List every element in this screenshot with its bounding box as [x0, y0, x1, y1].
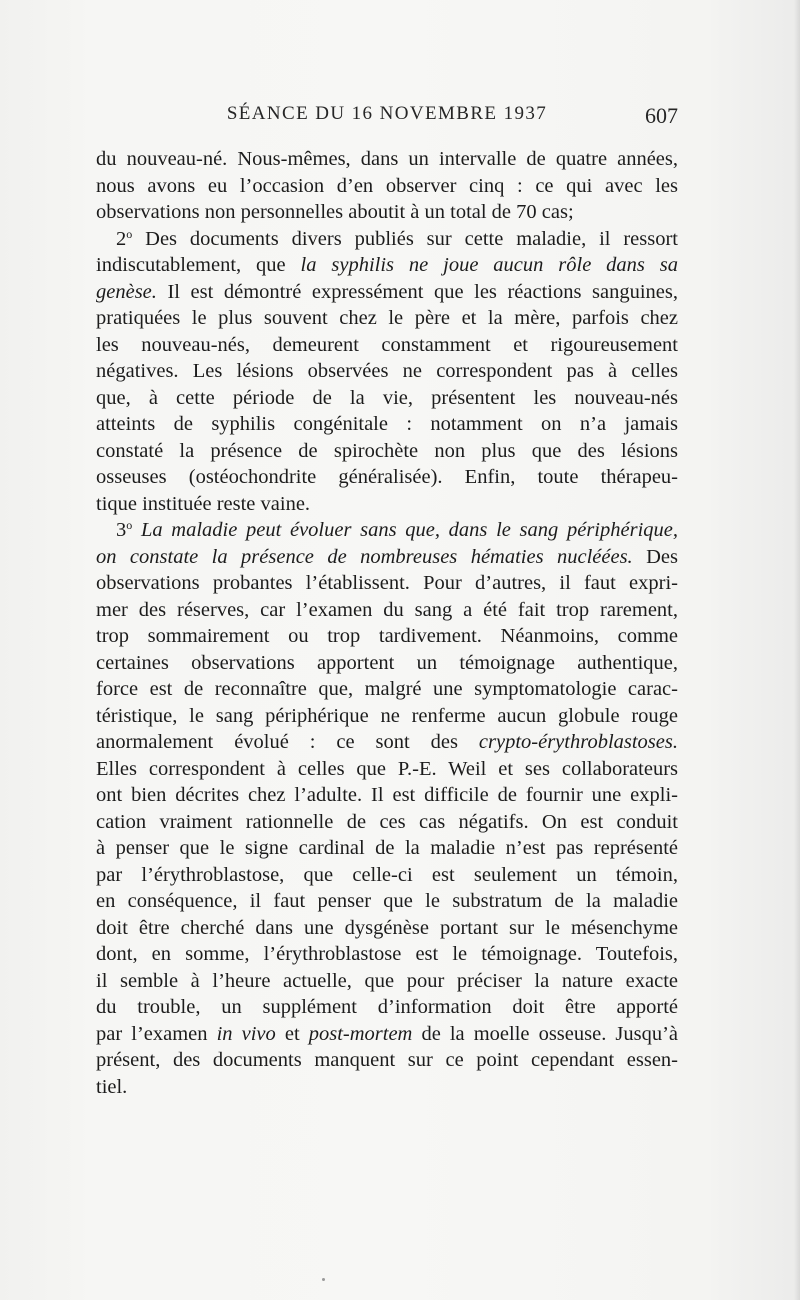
text-line: certaines observations apportent un témoignage authentique,	[96, 651, 678, 674]
text-line: observations non personnelles aboutit à un total de 70 cas;	[96, 201, 574, 223]
text-line: tiel.	[96, 1075, 128, 1098]
text-line: trop sommairement ou trop tardivement. Néanmoins, comme	[96, 625, 678, 647]
page-edge-shadow	[794, 0, 800, 1300]
text-line: dont, en somme, l’érythroblastose est le témoignage. Toutefois,	[96, 943, 678, 965]
text-line: en conséquence, il faut penser que le substratum de la maladie	[96, 890, 678, 912]
text-line: par l’érythroblastose, que celle-ci est seulement un témoin,	[96, 863, 678, 886]
text-line: négatives. Les lésions observées ne correspondent pas à celles	[96, 360, 678, 382]
italic-segment: genèse.	[96, 280, 157, 303]
text-line	[96, 544, 678, 571]
text-line: téristique, le sang périphérique ne renferme aucun globule rouge	[96, 704, 678, 727]
body-text	[96, 146, 678, 1100]
italic-segment: crypto-érythroblastoses.	[478, 731, 678, 753]
page-header	[96, 103, 678, 137]
text-segment: Il est démontré expressément que les réactions sanguines,	[167, 280, 678, 303]
text-line: mer des réserves, car l’examen du sang a été fait trop rarement,	[96, 598, 678, 621]
text-line: osseuses (ostéochondrite généralisée). Enfin, toute thérapeu-	[96, 466, 678, 488]
text-line: que, à cette période de la vie, présentent les nouveau-nés	[96, 386, 678, 409]
text-line: nous avons eu l’occasion d’en observer cinq : ce qui avec les	[96, 174, 678, 197]
ordinal-mark: o	[126, 518, 133, 532]
list-number: 2	[116, 227, 127, 250]
italic-segment: la syphilis ne joue aucun rôle dans sa	[300, 254, 678, 276]
text-line: doit être cherché dans une dysgénèse portant sur le mésenchyme	[96, 916, 678, 939]
text-segment: indiscutablement, que	[96, 254, 286, 276]
italic-segment: post-mortem	[308, 1022, 413, 1045]
italic-segment: La maladie peut évoluer sans que, dans le sang périphérique,	[140, 519, 678, 541]
list-number: 3	[116, 519, 127, 541]
text-line: tique instituée reste vaine.	[96, 492, 311, 515]
page-number: 607	[645, 103, 678, 128]
text-line: les nouveau-nés, demeurent constamment et rigoureusement	[96, 333, 678, 356]
running-title: SÉANCE DU 16 NOVEMBRE 1937	[226, 103, 548, 124]
paragraph-2-start	[96, 226, 678, 253]
text-segment: de la moelle osseuse. Jusqu’à	[421, 1022, 678, 1045]
text-segment: et	[284, 1022, 300, 1045]
italic-segment: in vivo	[216, 1022, 276, 1045]
paragraph-3-start	[96, 517, 678, 544]
text-line: cation vraiment rationnelle de ces cas négatifs. On est conduit	[96, 810, 678, 833]
text-line: du nouveau-né. Nous-mêmes, dans un intervalle de quatre années,	[96, 148, 678, 170]
text-line: à penser que le signe cardinal de la maladie n’est pas représenté	[96, 837, 678, 859]
text-line: pratiquées le plus souvent chez le père et la mère, parfois chez	[96, 307, 678, 329]
text-segment: Des	[646, 545, 678, 568]
italic-segment: on constate la présence de nombreuses hématies nucléées.	[96, 545, 633, 568]
text-line	[96, 729, 678, 756]
text-line: atteints de syphilis congénitale : notamment on n’a jamais	[96, 413, 678, 435]
text-line: force est de reconnaître que, malgré une symptomatologie carac-	[96, 678, 678, 700]
text-segment: anormalement évolué : ce sont des	[96, 731, 458, 753]
text-line	[96, 252, 678, 279]
text-segment: par l’examen	[96, 1022, 208, 1045]
text-line: Elles correspondent à celles que P.-E. Weil et ses collaborateurs	[96, 757, 678, 780]
text-line: ont bien décrites chez l’adulte. Il est difficile de fournir une expli-	[96, 784, 678, 806]
text-line: du trouble, un supplément d’information doit être apporté	[96, 996, 678, 1018]
text-line: présent, des documents manquent sur ce point cependant essen-	[96, 1049, 678, 1071]
text-line: constaté la présence de spirochète non plus que des lésions	[96, 439, 678, 462]
text-line: observations probantes l’établissent. Pour d’autres, il faut expri-	[96, 572, 678, 594]
text-line: il semble à l’heure actuelle, que pour préciser la nature exacte	[96, 969, 678, 992]
ordinal-mark: o	[126, 226, 133, 241]
text-line	[96, 279, 678, 306]
print-speck	[322, 1278, 325, 1281]
text-line	[96, 1021, 678, 1048]
text-segment: Des documents divers publiés sur cette maladie, il ressort	[145, 227, 678, 250]
